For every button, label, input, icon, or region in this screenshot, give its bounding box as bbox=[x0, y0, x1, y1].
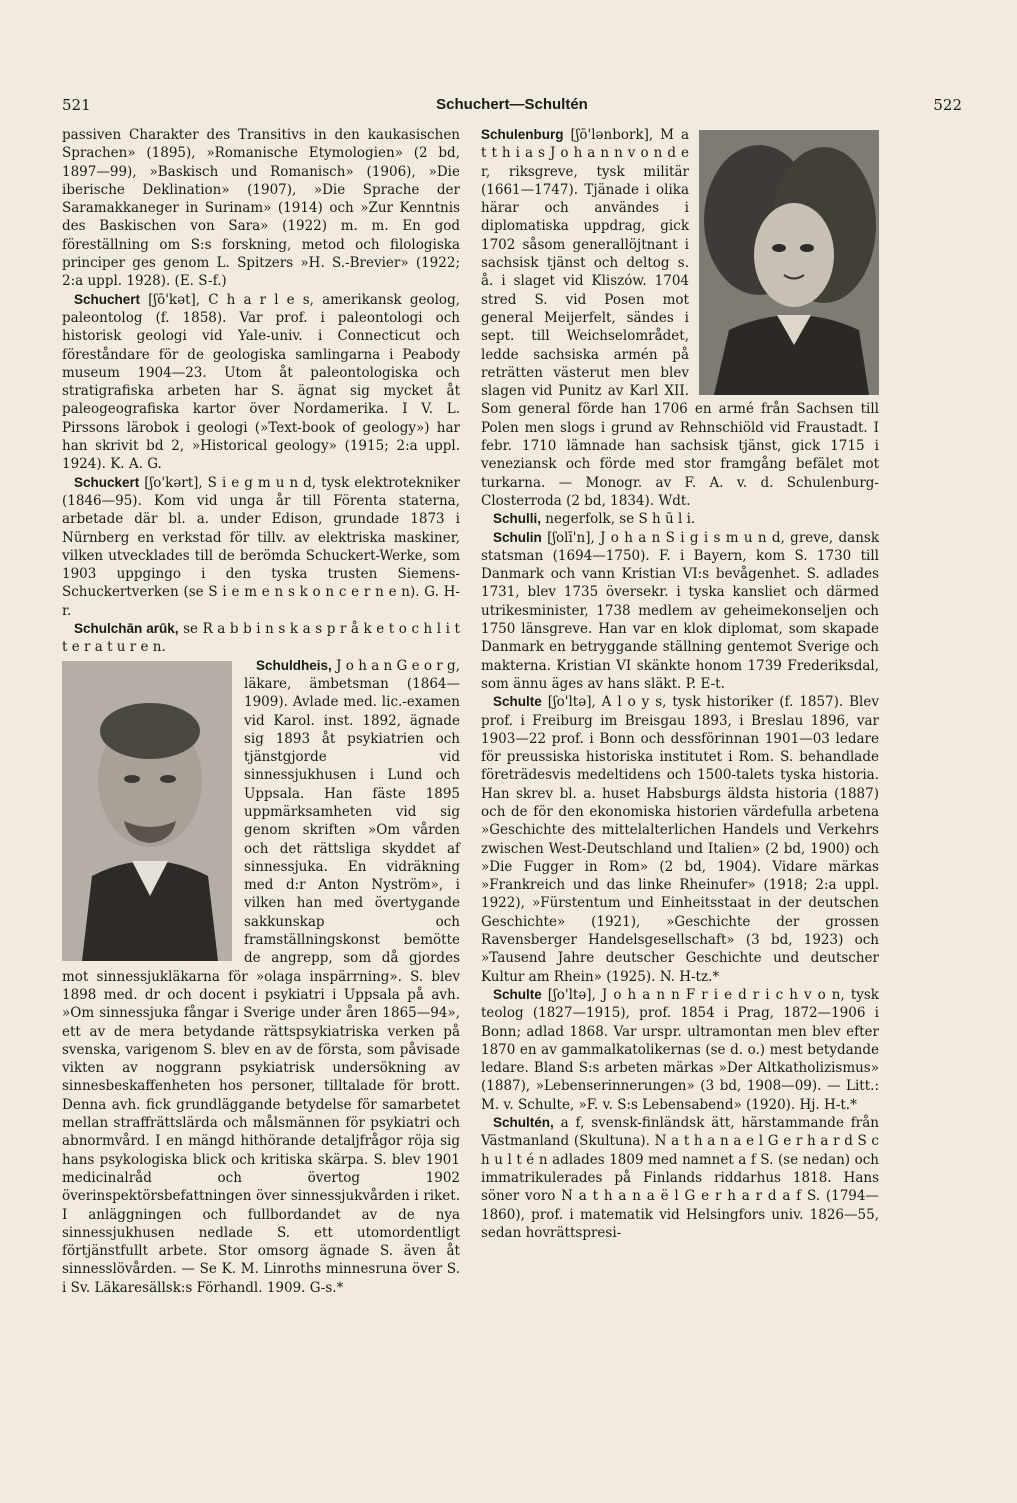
page-title: Schuchert—Schultén bbox=[436, 96, 588, 113]
entry-text: [ʃolī'n], J o h a n S i g i s m u n d, greve, dansk statsman (1694—1750). F. i Bayern, kom S. 1730 till Danmark och vann Kristian VI:s bevågenhet. S. adlades 1731, blev 1735 översekr. i tyska kansliet och därmed utrikesminister, 1738 medlem av geheimekonseljen och 1750 länsgreve. Han var en klok diplomat, som skapade Danmark en betryggande ställning gentemot Sverige och makterna. Kristian VI skänkte honom 1739 Frederiksdal, som ännu äges av hans släkt. P. E-t. bbox=[481, 529, 879, 692]
headword: Schuckert bbox=[74, 474, 140, 490]
entry-schulli bbox=[481, 510, 879, 528]
entry-schulte-aloys bbox=[481, 693, 879, 986]
entry-schulten bbox=[481, 1114, 879, 1242]
headword: Schulin bbox=[493, 529, 542, 545]
entry-schulte-johann bbox=[481, 986, 879, 1114]
headword: Schulte bbox=[493, 694, 542, 710]
running-header bbox=[62, 96, 962, 118]
portrait-engraving-image bbox=[699, 130, 879, 395]
headword: Schultén, bbox=[493, 1115, 554, 1131]
entry-continuation: passiven Charakter des Transitivs in den kaukasischen Sprachen» (1895), »Romanische Etymologien» (2 bd, 1897—99), »Baskisch und Romanisch» (1906), »Die iberische Deklination» (1907), »Die Sprache der Saramakkaneger in Surinam» (1914) och »Zur Kenntnis des Baskischen von Sara» (1922) m. m. En god föreställning om S:s forskning, metod och filologiska principer ges genom L. Spitzers »H. S.-Brevier» (1922; 2:a uppl. 1928). (E. S-f.) bbox=[62, 127, 460, 290]
page-number-right: 522 bbox=[933, 96, 962, 114]
headword: Schulli, bbox=[493, 511, 542, 527]
entry-schuckert bbox=[62, 474, 460, 620]
entry-text: [ʃo'kərt], S i e g m u n d, tysk elektrotekniker (1846—95). Kom vid unga år till Förenta staterna, arbetade där bl. a. under Edison, grundade 1873 i Nürnberg en verkstad för tillv. av elektriska maskiner, vilken utvecklades till de berömda Schuckert-Werke, som 1903 uppgingo i den tyska trusten Siemens-Schuckertverken (se S i e m e n s k o n c e r n e n). G. H-r. bbox=[62, 474, 460, 619]
portrait-photo-schuldheis bbox=[62, 661, 232, 961]
headword: Schulchān arūk, bbox=[74, 621, 179, 637]
entry-text: se R a b b i n s k a s p r å k e t o c h l i t t e r a t u r e n. bbox=[62, 621, 460, 656]
right-column bbox=[481, 126, 879, 1242]
entry-text: [ʃo'ltə], A l o y s, tysk historiker (f. 1857). Blev prof. i Freiburg im Breisgau 1893, i Breslau 1896, var 1903—22 prof. i Bonn och dessförinnan 1901—03 ledare för preussiska historiska institutet i Rom. S. behandlade företrädesvis medeltidens och 1500-talets tyska historia. Han skrev bl. a. huset Habsburgs äldsta historia (1887) och de för den ekonomiska historien värdefulla arbetena »Geschichte des mittelalterlichen Handels und Verkehrs zwischen West-Deutschland und Italien» (2 bd, 1900) och »Die Fugger in Rom» (2 bd, 1904). Vidare märkas »Frankreich und das linke Rheinufer» (1918; 2:a uppl. 1922), »Fürstentum und Einheitsstaat in der deutschen Geschichte» (1921), »Geschichte der grossen Ravensberger Handelsgesellschaft» (3 bd, 1923) och »Tausend Jahre deutscher Geschichte und deutscher Kultur am Rhein» (1925). N. H-tz.* bbox=[481, 694, 879, 985]
entry-schuchert bbox=[62, 291, 460, 474]
headword: Schuchert bbox=[74, 291, 141, 307]
portrait-photo-image bbox=[62, 661, 232, 961]
entry-schuldheis bbox=[62, 657, 460, 1297]
entry-schulin bbox=[481, 529, 879, 694]
entry-text: [ʃo'ltə], J o h a n n F r i e d r i c h v o n, tysk teolog (1827—1915), prof. 1854 i Prag, 1872—1906 i Bonn; adlad 1868. Var urspr. ultramontan men blev efter 1870 en av gammalkatolikernas (se d. o.) mest betydande ledare. Bland S:s arbeten märkas »Der Altkatholizismus» (1887), »Lebenserinnerungen» (3 bd, 1908—09). — Litt.: M. v. Schulte, »F. v. S:s Lebensabend» (1920). Hj. H-t.* bbox=[481, 986, 879, 1113]
entry-text: J o h a n G e o r g, läkare, ämbetsman (1864—1909). Avlade med. lic.-examen vid Karol. inst. 1892, ägnade sig 1893 åt psykiatrien och tjänstgjorde vid sinnessjukhusen i Lund och Uppsala. Han fäste 1895 uppmärksamheten vid sig genom skriften »Om vården och det rättsliga skyddet af sinnessjuka. En vidräkning med d:r Anton Nyström», i vilken han med övertygande sakkunskap och framställningskonst bemötte de angrepp, som då gjordes mot sinnessjukläkarna för »olaga inspärrning». S. blev 1898 med. dr och docent i psykiatri i Uppsala på avh. »Om sinnessjuka fångar i Sverige under åren 1865—94», ett av de mera betydande rättspsykiatriska verken på svenska, varigenom S. blev en av de första, som påvisade vikten av noggrann psykiatrisk undersökning av sinnesbeskaffenheten hos personer, tilltalade för brott. Denna avh. fick grundläggande betydelse för samarbetet mellan straffrättslärda och målsmännen för psykiatri och abnormvård. I en mängd hithörande detaljfrågor röja sig hans psykologiska blick och kritiska skärpa. S. blev 1901 medicinalråd och övertog 1902 överinspektörsbefattningen över sinnessjukvården i riket. I anläggningen och fullbordandet av de nya sinnessjukhusen nedlade S. ett utomordentligt förtjänstfullt arbete. Stor omsorg ägnade S. även åt sinnesslövården. — Se K. M. Linroths minnesruna över S. i Sv. Läkaresällsk:s Förhandl. 1909. G-s.* bbox=[62, 657, 460, 1296]
headword: Schuldheis, bbox=[256, 657, 332, 673]
headword: Schulenburg bbox=[481, 127, 564, 142]
entry-text: a f, svensk-finländsk ätt, härstammande från Västmanland (Skultuna). N a t h a n a e l G e r h a r d S c h u l t é n adlades 1809 med namnet a f S. (se nedan) och immatrikulerades på Finlands riddarhus 1818. Hans söner voro N a t h a n a ë l G e r h a r d a f S. (1794—1860), prof. i matematik vid Helsingfors univ. 1826—55, sedan hovrättspresi- bbox=[481, 1115, 879, 1241]
entry-schulchan-aruk bbox=[62, 620, 460, 657]
entry-text: [ʃō'kət], C h a r l e s, amerikansk geolog, paleontolog (f. 1858). Var prof. i paleontologi och historisk geologi vid Yale-univ. i Connecticut och föreståndare för de geologiska samlingarna i Peabody museum 1904—23. Utom åt paleontologiska och stratigrafiska arbeten har S. ägnat sig mycket åt paleogeografiska kartor över Nordamerika. I V. L. Pirssons lärobok i geologi (»Text-book of geology») har han skrivit bd 2, »Historical geology» (1915; 2:a uppl. 1924). K. A. G. bbox=[62, 291, 460, 473]
entry-text: negerfolk, se S h ū l i. bbox=[541, 511, 696, 528]
headword: Schulte bbox=[493, 986, 542, 1002]
page-number-left: 521 bbox=[62, 96, 91, 114]
entry-schulenburg bbox=[481, 126, 879, 510]
portrait-engraving-schulenburg bbox=[699, 130, 879, 395]
left-column bbox=[62, 126, 460, 1297]
entry-text: [ʃō'lənbork], M a t t h i a s J o h a n n v o n d e r, riksgreve, tysk militär (1661—1747). Tjänade i olika härar och användes i diplomatiska uppdrag, gick 1702 såsom generallöjtnant i sachsisk tjänst och deltog s. å. i slaget vid Kliszów. 1704 stred S. vid Posen mot general Meijerfelt, sändes i sept. till Weichselområdet, ledde sachsiska armén på reträtten västerut men blev slagen vid Punitz av Karl XII. Som general förde han 1706 en armé från Sachsen till Polen men slogs i grund av Rehnschiöld vid Fraustadt. I febr. 1710 lämnade han sachsisk tjänst, gick 1715 i veneziansk och förde med stor framgång befälet mot turkarna. — Monogr. av F. A. v. d. Schulenburg-Closterroda (2 bd, 1834). Wdt. bbox=[481, 127, 879, 509]
